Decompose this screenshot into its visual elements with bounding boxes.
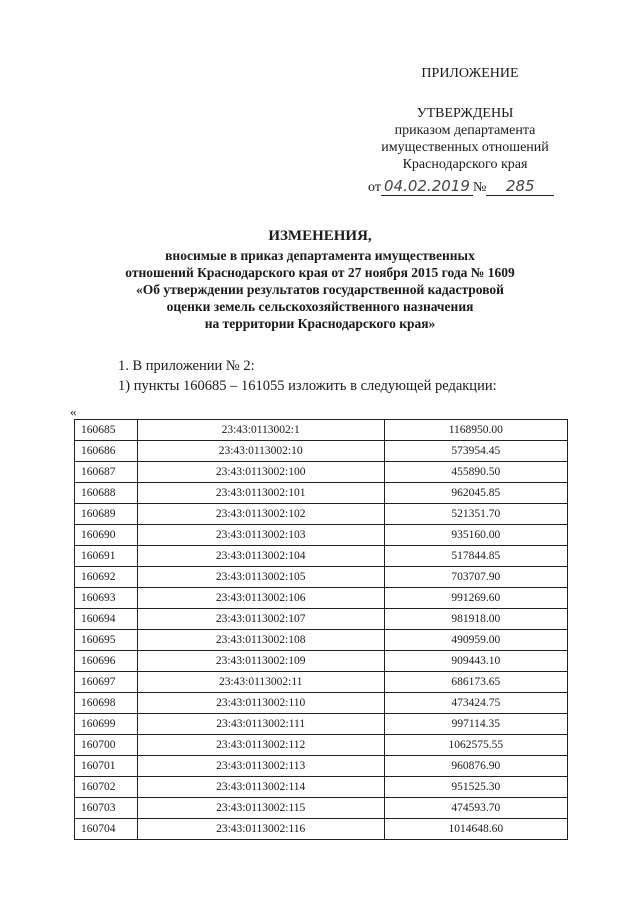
cadastral-number: 23:43:0113002:115	[137, 798, 384, 819]
row-number: 160685	[75, 420, 138, 441]
row-number: 160692	[75, 567, 138, 588]
cadastral-value: 1062575.55	[384, 735, 567, 756]
table-row	[75, 630, 568, 651]
row-number: 160696	[75, 651, 138, 672]
cadastral-value: 960876.90	[384, 756, 567, 777]
cadastral-value: 935160.00	[384, 525, 567, 546]
cadastral-number: 23:43:0113002:104	[137, 546, 384, 567]
heading-line: вносимые в приказ департамента имущественных	[165, 248, 475, 263]
table-row	[75, 462, 568, 483]
cadastral-value: 962045.85	[384, 483, 567, 504]
cadastral-value: 473424.75	[384, 693, 567, 714]
heading-line: оценки земель сельскохозяйственного назначения	[166, 299, 474, 314]
table-row	[75, 420, 568, 441]
cadastral-value: 686173.65	[384, 672, 567, 693]
table-row	[75, 525, 568, 546]
approval-line: имущественных отношений	[381, 140, 549, 155]
item-2: 1) пункты 160685 – 161055 изложить в следующей редакции:	[118, 378, 497, 394]
row-number: 160695	[75, 630, 138, 651]
cadastral-value: 490959.00	[384, 630, 567, 651]
cadastral-value: 981918.00	[384, 609, 567, 630]
cadastral-number: 23:43:0113002:10	[137, 441, 384, 462]
table-row	[75, 819, 568, 840]
table-row	[75, 546, 568, 567]
cadastral-value: 951525.30	[384, 777, 567, 798]
table-row	[75, 798, 568, 819]
cadastral-number: 23:43:0113002:103	[137, 525, 384, 546]
cadastral-value: 1168950.00	[384, 420, 567, 441]
appendix-title: ПРИЛОЖЕНИЕ	[421, 66, 519, 81]
cadastral-number: 23:43:0113002:105	[137, 567, 384, 588]
cadastral-number: 23:43:0113002:113	[137, 756, 384, 777]
table-row	[75, 483, 568, 504]
row-number: 160688	[75, 483, 138, 504]
cadastral-table	[74, 419, 568, 840]
cadastral-number: 23:43:0113002:111	[137, 714, 384, 735]
number-label: №	[472, 180, 487, 195]
table-row	[75, 693, 568, 714]
row-number: 160689	[75, 504, 138, 525]
heading-line: «Об утверждении результатов государственной кадастровой	[136, 282, 504, 297]
cadastral-number: 23:43:0113002:107	[137, 609, 384, 630]
approval-line: приказом департамента	[394, 123, 536, 138]
cadastral-value: 703707.90	[384, 567, 567, 588]
heading-line: отношений Краснодарского края от 27 ноября 2015 года № 1609	[125, 265, 515, 280]
cadastral-value: 517844.85	[384, 546, 567, 567]
table-row	[75, 651, 568, 672]
table-row	[75, 735, 568, 756]
row-number: 160699	[75, 714, 138, 735]
order-line	[360, 177, 570, 196]
table-row	[75, 756, 568, 777]
item-1: 1. В приложении № 2:	[118, 358, 255, 374]
approval-block	[360, 66, 570, 196]
row-number: 160702	[75, 777, 138, 798]
cadastral-value: 474593.70	[384, 798, 567, 819]
cadastral-number: 23:43:0113002:109	[137, 651, 384, 672]
cadastral-number: 23:43:0113002:11	[137, 672, 384, 693]
cadastral-number: 23:43:0113002:116	[137, 819, 384, 840]
cadastral-number: 23:43:0113002:112	[137, 735, 384, 756]
table-row	[75, 441, 568, 462]
row-number: 160703	[75, 798, 138, 819]
row-number: 160697	[75, 672, 138, 693]
cadastral-value: 991269.60	[384, 588, 567, 609]
cadastral-value: 1014648.60	[384, 819, 567, 840]
row-number: 160701	[75, 756, 138, 777]
row-number: 160686	[75, 441, 138, 462]
table-row	[75, 672, 568, 693]
cadastral-number: 23:43:0113002:110	[137, 693, 384, 714]
heading-line: на территории Краснодарского края»	[204, 316, 436, 331]
order-number: 285	[486, 177, 554, 196]
cadastral-value: 997114.35	[384, 714, 567, 735]
heading-title: ИЗМЕНЕНИЯ,	[268, 228, 372, 244]
table-row	[75, 588, 568, 609]
approved-label: УТВЕРЖДЕНЫ	[416, 106, 514, 121]
table-row	[75, 567, 568, 588]
table-row	[75, 609, 568, 630]
cadastral-number: 23:43:0113002:100	[137, 462, 384, 483]
cadastral-number: 23:43:0113002:1	[137, 420, 384, 441]
cadastral-value: 909443.10	[384, 651, 567, 672]
row-number: 160698	[75, 693, 138, 714]
row-number: 160693	[75, 588, 138, 609]
cadastral-number: 23:43:0113002:114	[137, 777, 384, 798]
cadastral-value: 521351.70	[384, 504, 567, 525]
row-number: 160691	[75, 546, 138, 567]
table-row	[75, 504, 568, 525]
cadastral-value: 573954.45	[384, 441, 567, 462]
cadastral-number: 23:43:0113002:101	[137, 483, 384, 504]
approval-line: Краснодарского края	[402, 157, 528, 172]
row-number: 160690	[75, 525, 138, 546]
cadastral-value: 455890.50	[384, 462, 567, 483]
cadastral-number: 23:43:0113002:102	[137, 504, 384, 525]
cadastral-number: 23:43:0113002:108	[137, 630, 384, 651]
document-heading	[80, 228, 560, 332]
row-number: 160687	[75, 462, 138, 483]
table-row	[75, 714, 568, 735]
row-number: 160700	[75, 735, 138, 756]
order-date: 04.02.2019	[381, 177, 473, 196]
cadastral-number: 23:43:0113002:106	[137, 588, 384, 609]
row-number: 160694	[75, 609, 138, 630]
opening-quote: «	[70, 404, 77, 419]
table-row	[75, 777, 568, 798]
row-number: 160704	[75, 819, 138, 840]
from-label: от	[368, 180, 381, 195]
body-text	[118, 356, 497, 396]
